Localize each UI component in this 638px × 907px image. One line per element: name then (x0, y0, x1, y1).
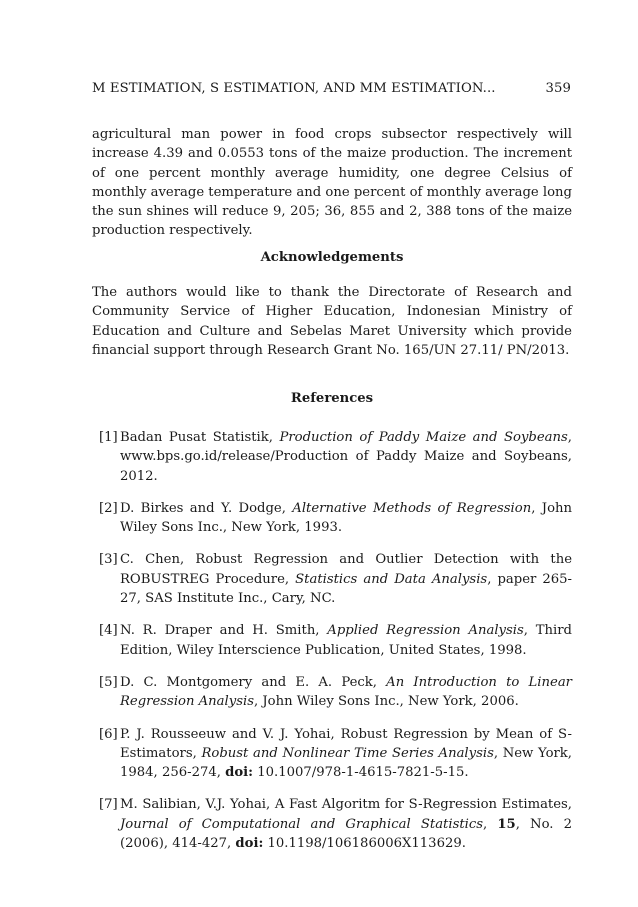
reference-title: Production of Paddy Maize and Soybeans (279, 430, 568, 445)
doi-label: doi: (235, 836, 264, 852)
reference-authors: D. Birkes and Y. Dodge, (120, 500, 293, 516)
reference-details: , No. 2 (2006), 414-427, (120, 816, 572, 852)
body-paragraph: agricultural man power in food crops subsector respectively will increase 4.39 and 0.0553 tons of the maize production. The increment of one percent monthly average humidity, one degree Celsius of monthly average temperature and one percent of monthly average long the sun shines will reduce 9, 205; 36, 855 and 2, 388 tons of the maize production respectively. (92, 127, 572, 239)
reference-authors: N. R. Draper and H. Smith, (120, 623, 328, 639)
reference-number: [2] (99, 500, 118, 516)
reference-item-1 (92, 428, 572, 486)
reference-title: Robust and Nonlinear Time Series Analysis (201, 745, 494, 761)
reference-number: [5] (99, 674, 118, 690)
reference-title: Applied Regression Analysis (327, 623, 524, 639)
reference-number: [3] (99, 552, 118, 568)
running-title: M ESTIMATION, S ESTIMATION, AND MM ESTIMATION... (92, 81, 496, 96)
acknowledgements-text: The authors would like to thank the Directorate of Research and Community Service of Higher Education, Indonesian Ministry of Education and Culture and Sebelas Maret University which provide financial support through Research Grant No. 165/UN 27.11/ PN/2013. (92, 285, 572, 358)
reference-title: Alternative Methods of Regression (292, 500, 532, 516)
doi-label: doi: (225, 765, 254, 781)
reference-details: , Third Edition, Wiley Interscience Publication, United States, 1998. (120, 623, 572, 658)
reference-details: , www.bps.go.id/release/Production of Paddy Maize and Soybeans, 2012. (120, 430, 572, 484)
reference-details: , John Wiley Sons Inc., New York, 1993. (120, 500, 572, 536)
reference-title: An Introduction to Linear Regression Analysis (120, 674, 572, 710)
reference-list (92, 428, 572, 866)
page-number: 359 (545, 81, 571, 96)
references-heading: References (290, 391, 374, 406)
doi-value: 10.1198/106186006X113629. (263, 836, 466, 852)
reference-item-5 (92, 673, 572, 712)
reference-details: , New York, 1984, 256-274, (120, 745, 572, 781)
reference-separator: , (483, 816, 498, 832)
reference-item-4 (92, 621, 572, 660)
reference-authors: C. Chen, Robust Regression and Outlier Detection with the ROBUSTREG Procedure, (120, 552, 572, 587)
running-header (92, 80, 571, 98)
reference-number: [4] (99, 623, 118, 639)
reference-number: [6] (99, 726, 118, 742)
reference-number: [7] (99, 797, 118, 813)
doi-value: 10.1007/978-1-4615-7821-5-15. (253, 765, 469, 781)
reference-title: Statistics and Data Analysis (295, 571, 488, 587)
reference-number: [1] (99, 430, 118, 445)
reference-volume: 15 (497, 816, 516, 832)
reference-details: , paper 265-27, SAS Institute Inc., Cary, NC. (120, 571, 572, 607)
reference-authors: P. J. Rousseeuw and V. J. Yohai, Robust Regression by Mean of S-Estimators, (120, 726, 572, 761)
reference-item-2 (92, 499, 572, 538)
reference-title: Journal of Computational and Graphical Statistics (120, 816, 484, 832)
reference-authors: M. Salibian, V.J. Yohai, A Fast Algoritm for S-Regression Estimates, (120, 797, 572, 813)
reference-item-7 (92, 795, 572, 853)
reference-authors: Badan Pusat Statistik, (120, 430, 280, 445)
reference-authors: D. C. Montgomery and E. A. Peck, (120, 674, 387, 690)
reference-item-3 (92, 550, 572, 608)
reference-details: , John Wiley Sons Inc., New York, 2006. (253, 694, 519, 710)
acknowledgements-heading: Acknowledgements (260, 250, 404, 265)
reference-item-6 (92, 725, 572, 783)
